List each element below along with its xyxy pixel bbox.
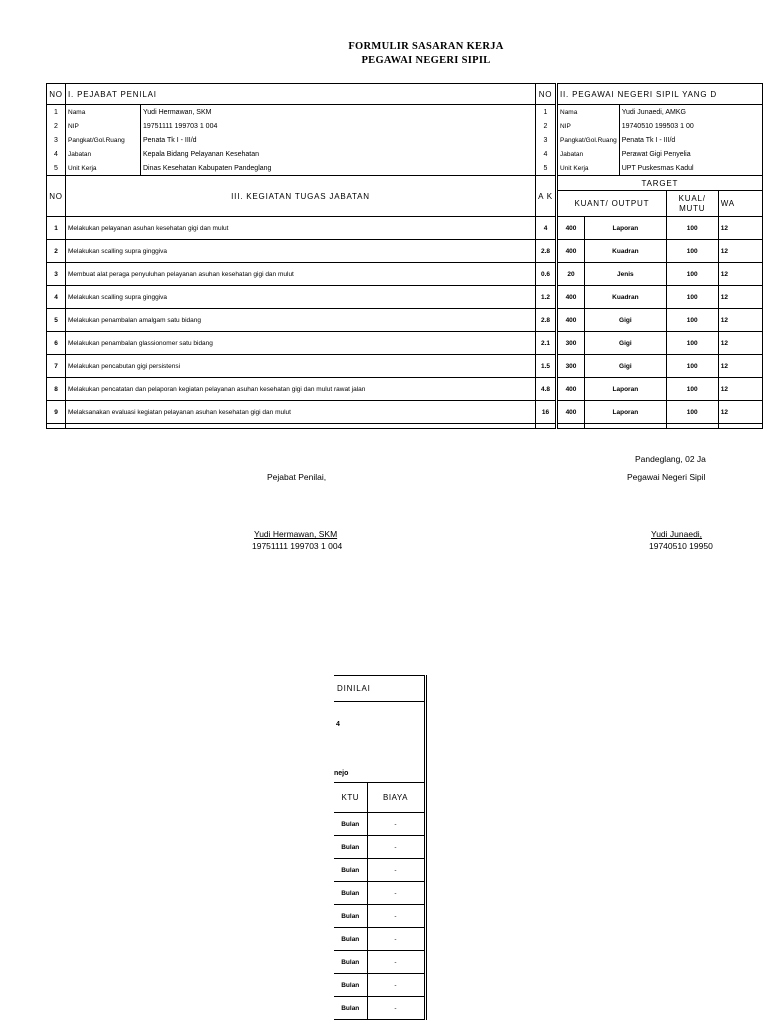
activity-waktu: 12: [718, 309, 762, 332]
activity-ak: 2.8: [536, 309, 557, 332]
pegawai-no: 3: [536, 133, 557, 147]
activity-ak: 1.2: [536, 286, 557, 309]
activity-quantity: 400: [557, 401, 585, 424]
fragment-header-row: [334, 676, 425, 702]
activity-waktu: 12: [718, 263, 762, 286]
fragment-biaya: -: [367, 813, 425, 836]
activity-no: 9: [47, 401, 66, 424]
activity-waktu: 12: [718, 401, 762, 424]
fragment-id-line2: nejo: [334, 770, 349, 777]
pegawai-value: Yudi Junaedi, AMKG: [619, 105, 762, 120]
target-header: TARGET: [557, 176, 763, 191]
pejabat-no: 2: [47, 119, 66, 133]
activity-quantity: 400: [557, 378, 585, 401]
pejabat-label: Jabatan: [66, 147, 141, 161]
pejabat-label: Pangkat/Gol.Ruang: [66, 133, 141, 147]
activity-row: [47, 401, 763, 424]
activity-no: 8: [47, 378, 66, 401]
activity-quantity: 20: [557, 263, 585, 286]
identity-row: [47, 119, 763, 133]
right-signer-name: Yudi Junaedi,: [651, 529, 703, 539]
fragment-identity-block: [334, 702, 425, 783]
activity-quantity: 300: [557, 332, 585, 355]
fragment-row: [334, 813, 425, 836]
left-signer-role: Pejabat Penilai,: [267, 472, 327, 482]
pegawai-no: 1: [536, 105, 557, 120]
activity-ak: 0.6: [536, 263, 557, 286]
left-signer-nip: 19751111 199703 1 004: [252, 541, 343, 551]
identity-row: [47, 105, 763, 120]
activity-description: Melaksanakan evaluasi kegiatan pelayanan asuhan kesehatan gigi dan mulut: [66, 401, 536, 424]
identity-row: [47, 147, 763, 161]
pegawai-value: Perawat Gigi Penyelia: [619, 147, 762, 161]
pejabat-no: 3: [47, 133, 66, 147]
fragment-col-waktu: KTU: [334, 783, 367, 813]
activity-mutu: 100: [666, 240, 718, 263]
activity-mutu: 100: [666, 332, 718, 355]
form-subtitle: PEGAWAI NEGERI SIPIL: [361, 55, 491, 66]
second-page-fragment: [334, 675, 427, 1020]
activity-description: Melakukan pencabutan gigi persistensi: [66, 355, 536, 378]
col-ak-header: A K: [536, 176, 557, 217]
pegawai-label: Jabatan: [557, 147, 620, 161]
activity-waktu: 12: [718, 355, 762, 378]
activity-row: [47, 240, 763, 263]
activity-no: 7: [47, 355, 66, 378]
fragment-row: [334, 951, 425, 974]
pegawai-no: 4: [536, 147, 557, 161]
activity-row: [47, 309, 763, 332]
fragment-waktu: Bulan: [334, 905, 367, 928]
pejabat-no: 4: [47, 147, 66, 161]
pejabat-label: Nama: [66, 105, 141, 120]
pegawai-label: Nama: [557, 105, 620, 120]
fragment-biaya: -: [367, 974, 425, 997]
fragment-row: [334, 882, 425, 905]
pegawai-label: Pangkat/Gol.Ruang: [557, 133, 620, 147]
activity-description: Melakukan scalling supra ginggiva: [66, 286, 536, 309]
fragment-row: [334, 928, 425, 951]
activity-waktu: 12: [718, 240, 762, 263]
activity-unit: Gigi: [585, 332, 667, 355]
identity-row: [47, 133, 763, 147]
place-date: Pandeglang, 02 Ja: [635, 454, 706, 464]
pejabat-label: Unit Kerja: [66, 161, 141, 176]
activity-mutu: 100: [666, 355, 718, 378]
activity-no: 4: [47, 286, 66, 309]
form-title: FORMULIR SASARAN KERJA: [348, 41, 504, 52]
fragment-biaya: -: [367, 951, 425, 974]
section1-title: I. PEJABAT PENILAI: [66, 84, 536, 105]
activity-row: [47, 355, 763, 378]
activity-quantity: 400: [557, 217, 585, 240]
activity-unit: Laporan: [585, 217, 667, 240]
fragment-waktu: Bulan: [334, 997, 367, 1020]
activity-mutu: 100: [666, 309, 718, 332]
section2-title: II. PEGAWAI NEGERI SIPIL YANG D: [557, 84, 763, 105]
fragment-biaya: -: [367, 859, 425, 882]
activity-mutu: 100: [666, 378, 718, 401]
activity-description: Melakukan penambalan amalgam satu bidang: [66, 309, 536, 332]
fragment-biaya: -: [367, 997, 425, 1020]
activity-no: 1: [47, 217, 66, 240]
fragment-row: [334, 905, 425, 928]
right-signer-nip: 19740510 19950: [649, 541, 713, 551]
activity-ak: 4.8: [536, 378, 557, 401]
fragment-waktu: Bulan: [334, 928, 367, 951]
pejabat-value: Kepala Bidang Pelayanan Kesehatan: [141, 147, 536, 161]
activity-ak: 1.5: [536, 355, 557, 378]
pegawai-label: NIP: [557, 119, 620, 133]
sasaran-kerja-table: [46, 83, 763, 429]
activity-ak: 2.8: [536, 240, 557, 263]
activity-description: Melakukan pelayanan asuhan kesehatan gigi dan mulut: [66, 217, 536, 240]
pejabat-value: Dinas Kesehatan Kabupaten Pandeglang: [141, 161, 536, 176]
left-signer-name: Yudi Hermawan, SKM: [254, 529, 338, 539]
pejabat-value: Penata Tk I - III/d: [141, 133, 536, 147]
fragment-header: DINILAI: [334, 676, 425, 702]
activity-waktu: 12: [718, 286, 762, 309]
fragment-row: [334, 836, 425, 859]
section1-no: NO: [47, 84, 66, 105]
fragment-waktu: Bulan: [334, 813, 367, 836]
activity-description: Membuat alat peraga penyuluhan pelayanan asuhan kesehatan gigi dan mulut: [66, 263, 536, 286]
activity-no: 2: [47, 240, 66, 263]
section-header-row: [47, 84, 763, 105]
fragment-row: [334, 859, 425, 882]
fragment-biaya: -: [367, 882, 425, 905]
activity-waktu: 12: [718, 332, 762, 355]
fragment-row: [334, 974, 425, 997]
fragment-waktu: Bulan: [334, 974, 367, 997]
fragment-column-header-row: [334, 783, 425, 813]
activity-waktu: 12: [718, 217, 762, 240]
fragment-biaya: -: [367, 905, 425, 928]
activity-ak: 16: [536, 401, 557, 424]
identity-row: [47, 161, 763, 176]
fragment-identity-cell: [334, 702, 425, 783]
table-tail-row: [47, 424, 763, 429]
activity-description: Melakukan penambalan glassionomer satu bidang: [66, 332, 536, 355]
activity-description: Melakukan scalling supra ginggiva: [66, 240, 536, 263]
activity-unit: Laporan: [585, 401, 667, 424]
activity-description: Melakukan pencatatan dan pelaporan kegiatan pelayanan asuhan kesehatan gigi dan mulut rawat jalan: [66, 378, 536, 401]
pegawai-no: 2: [536, 119, 557, 133]
activity-unit: Gigi: [585, 309, 667, 332]
activity-row: [47, 263, 763, 286]
activity-mutu: 100: [666, 401, 718, 424]
fragment-waktu: Bulan: [334, 836, 367, 859]
col-no-header: NO: [47, 176, 66, 217]
activity-row: [47, 332, 763, 355]
activity-mutu: 100: [666, 286, 718, 309]
activity-row: [47, 286, 763, 309]
pejabat-no: 1: [47, 105, 66, 120]
col-kual-header: KUAL/ MUTU: [666, 191, 718, 217]
activity-quantity: 300: [557, 355, 585, 378]
pejabat-value: 19751111 199703 1 004: [141, 119, 536, 133]
col-kuant-header: KUANT/ OUTPUT: [557, 191, 667, 217]
activity-row: [47, 217, 763, 240]
activity-unit: Kuadran: [585, 240, 667, 263]
fragment-col-biaya: BIAYA: [367, 783, 425, 813]
fragment-waktu: Bulan: [334, 882, 367, 905]
section2-no: NO: [536, 84, 557, 105]
activity-quantity: 400: [557, 286, 585, 309]
activity-waktu: 12: [718, 378, 762, 401]
activity-mutu: 100: [666, 217, 718, 240]
activity-ak: 2.1: [536, 332, 557, 355]
col-waktu-header: WA: [718, 191, 762, 217]
fragment-waktu: Bulan: [334, 951, 367, 974]
pegawai-value: UPT Puskesmas Kadul: [619, 161, 762, 176]
activity-row: [47, 378, 763, 401]
activity-unit: Jenis: [585, 263, 667, 286]
pejabat-value: Yudi Hermawan, SKM: [141, 105, 536, 120]
activity-header-row: [47, 176, 763, 191]
pegawai-no: 5: [536, 161, 557, 176]
pegawai-value: 19740510 199503 1 00: [619, 119, 762, 133]
activity-unit: Gigi: [585, 355, 667, 378]
pegawai-value: Penata Tk I - III/d: [619, 133, 762, 147]
activity-unit: Kuadran: [585, 286, 667, 309]
activity-mutu: 100: [666, 263, 718, 286]
pejabat-label: NIP: [66, 119, 141, 133]
activity-no: 5: [47, 309, 66, 332]
fragment-biaya: -: [367, 836, 425, 859]
fragment-row: [334, 997, 425, 1020]
activity-quantity: 400: [557, 240, 585, 263]
activity-quantity: 400: [557, 309, 585, 332]
fragment-id-line1: 4: [336, 721, 340, 728]
right-signer-role: Pegawai Negeri Sipil: [627, 472, 706, 482]
activity-no: 6: [47, 332, 66, 355]
activity-unit: Laporan: [585, 378, 667, 401]
activity-no: 3: [47, 263, 66, 286]
pejabat-no: 5: [47, 161, 66, 176]
activity-ak: 4: [536, 217, 557, 240]
fragment-biaya: -: [367, 928, 425, 951]
col-kegiatan-header: III. KEGIATAN TUGAS JABATAN: [66, 176, 536, 217]
pegawai-label: Unit Kerja: [557, 161, 620, 176]
fragment-waktu: Bulan: [334, 859, 367, 882]
